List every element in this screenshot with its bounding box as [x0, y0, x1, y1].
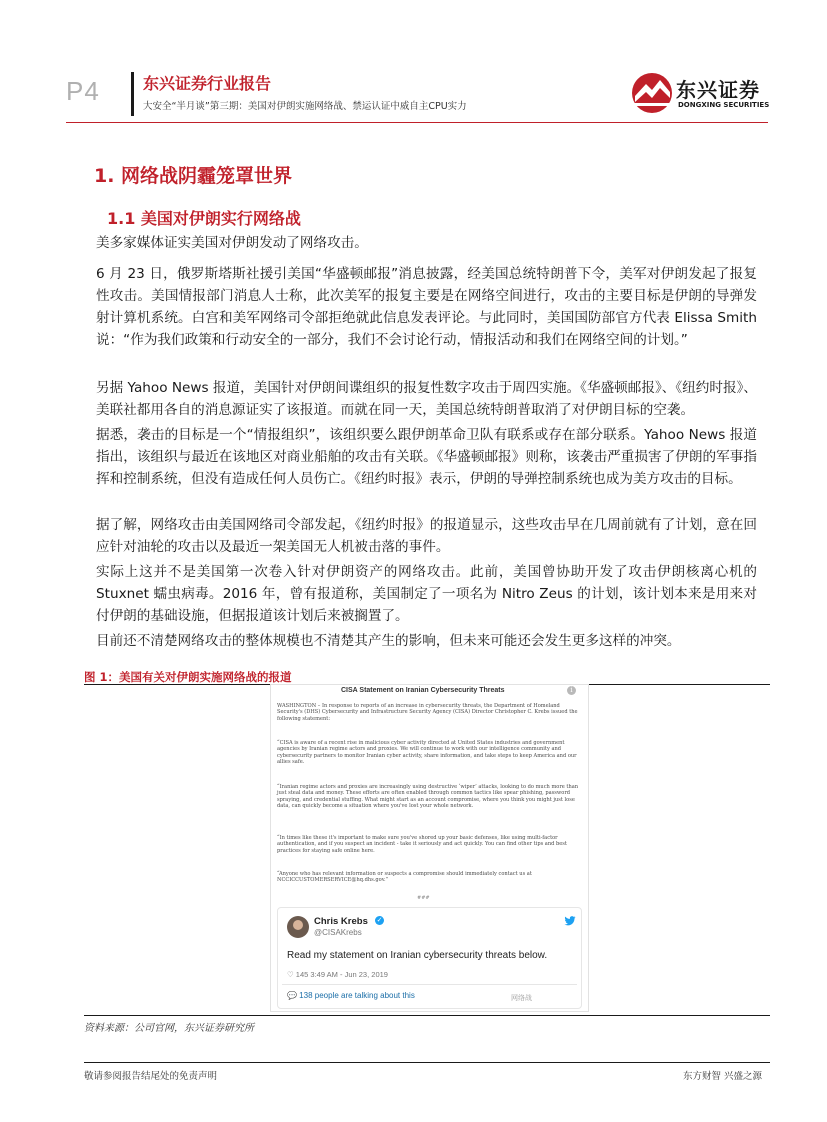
statement-end-mark: ###	[417, 895, 430, 901]
statement-title: CISA Statement on Iranian Cybersecurity Threats	[341, 687, 505, 694]
tweet-divider	[282, 984, 577, 985]
wechat-watermark: 网络战	[511, 995, 532, 1002]
avatar	[287, 916, 309, 938]
footer-rule	[84, 1062, 770, 1063]
logo-english-name: DONGXING SECURITIES	[678, 101, 770, 109]
figure-bottom-rule	[84, 1015, 770, 1016]
header-divider	[131, 72, 134, 116]
tweet-text: Read my statement on Iranian cybersecurity threats below.	[287, 950, 548, 961]
statement-paragraph: “In times like these it's important to make sure you've shored up your basic defenses, like using multi-factor authentication, and if you suspect an incident - take it seriously and act quickly. You can find other tips and best practices for staying safe online here.	[277, 835, 567, 854]
page-number: P4	[66, 76, 100, 106]
info-icon: i	[567, 686, 576, 695]
report-subtitle: 大安全“半月谈”第三期：美国对伊朗实施网络战、禁运认证中威自主CPU实力	[143, 101, 467, 112]
statement-paragraph: “Iranian regime actors and proxies are increasingly using destructive ‘wiper’ attacks, looking to do much more than just steal data and money. These efforts are often enabled through common tactics like spear phishing, password spraying, and credential stuffing. What might start as an account compromise, where you think you might just lose data, can quickly become a situation where you've lost your whole network.	[277, 784, 579, 809]
figure-caption: 图 1：美国有关对伊朗实施网络战的报道	[84, 670, 292, 684]
paragraph-cyber-command: 据了解，网络攻击由美国网络司令部发起，《纽约时报》的报道显示，这些攻击早在几周前就有了计划，意在回应针对油轮的攻击以及最近一架美国无人机被击落的事件。	[96, 517, 757, 555]
paragraph-yahoo-news: 另据 Yahoo News 报道，美国针对伊朗间谍组织的报复性数字攻击于周四实施。《华盛顿邮报》、《纽约时报》、美联社都用各自的消息源证实了该报道。而就在同一天，美国总统特朗普取消了对伊朗目标的空袭。	[96, 380, 757, 418]
footer-slogan: 东方财智 兴盛之源	[683, 1071, 763, 1082]
paragraph-outlook: 目前还不清楚网络攻击的整体规模也不清楚其产生的影响，但未来可能还会发生更多这样的冲突。	[96, 633, 681, 649]
figure-source: 资料来源：公司官网，东兴证券研究所	[84, 1023, 254, 1034]
embedded-tweet	[277, 907, 582, 1009]
tweet-author-name: Chris Krebs	[314, 916, 368, 927]
twitter-bird-icon	[564, 916, 576, 926]
header-rule	[66, 122, 768, 123]
tweet-conversation-link[interactable]: 💬 138 people are talking about this	[287, 991, 415, 1000]
tweet-meta: ♡ 145 3:49 AM - Jun 23, 2019	[287, 970, 388, 979]
paragraph-stuxnet: 实际上这并不是美国第一次卷入针对伊朗资产的网络攻击。此前，美国曾协助开发了攻击伊朗核离心机的 Stuxnet 蠕虫病毒。2016 年，曾有报道称，美国制定了一项名为 Nitro Zeus 的计划，该计划本来是用来对付伊朗的基础设施，但据报道该计划后来被搁置了。	[96, 564, 757, 624]
cisa-statement-screenshot	[270, 684, 589, 1012]
statement-paragraph: WASHINGTON – In response to reports of an increase in cybersecurity threats, the Department of Homeland Security's (DHS) Cybersecurity and Infrastructure Security Agency (CISA) Director Christopher C. Krebs issued the following statement:	[277, 703, 578, 722]
statement-paragraph: “CISA is aware of a recent rise in malicious cyber activity directed at United States industries and government agencies by Iranian regime actors and proxies. We will continue to work with our intelligence community and cybersecurity partners to monitor Iranian cyber activity, share information, and take steps to keep America and our allies safe.	[277, 740, 577, 765]
tweet-author-handle: @CISAKrebs	[314, 928, 362, 937]
paragraph-june-23: 6 月 23 日，俄罗斯塔斯社援引美国“华盛顿邮报”消息披露，经美国总统特朗普下令，美军对伊朗发起了报复性攻击。美国情报部门消息人士称，此次美军的报复主要是在网络空间进行，攻击的主要目标是伊朗的导弹发射计算机系统。白宫和美军网络司令部拒绝就此信息发表评论。与此同时，美国国防部官方代表 Elissa Smith 说：“作为我们政策和行动安全的一部分，我们不会讨论行动，情报活动和我们在网络空间的计划。”	[96, 266, 757, 348]
paragraph-target: 据悉，袭击的目标是一个“情报组织”，该组织要么跟伊朗革命卫队有联系或存在部分联系。Yahoo News 报道指出，该组织与最近在该地区对商业船舶的攻击有关联。《华盛顿邮报》则称，该袭击严重损害了伊朗的军事指挥和控制系统，但没有造成任何人员伤亡。《纽约时报》表示，伊朗的导弹控制系统也成为美方攻击的目标。	[96, 427, 757, 487]
report-series-title: 东兴证券行业报告	[143, 74, 272, 93]
statement-paragraph: “Anyone who has relevant information or suspects a compromise should immediately contact us at NCCICCUSTOMERSERVICE@hq.dhs.gov.”	[277, 871, 532, 884]
logo-chinese-name: 东兴证券	[676, 78, 760, 102]
section-heading: 1. 网络战阴霾笼罩世界	[94, 165, 293, 187]
verified-badge-icon: ✓	[376, 917, 383, 924]
paragraph-intro: 美多家媒体证实美国对伊朗发动了网络攻击。	[96, 235, 368, 251]
disclaimer-note: 敬请参阅报告结尾处的免责声明	[84, 1071, 218, 1082]
subsection-heading: 1.1 美国对伊朗实行网络战	[107, 209, 301, 228]
